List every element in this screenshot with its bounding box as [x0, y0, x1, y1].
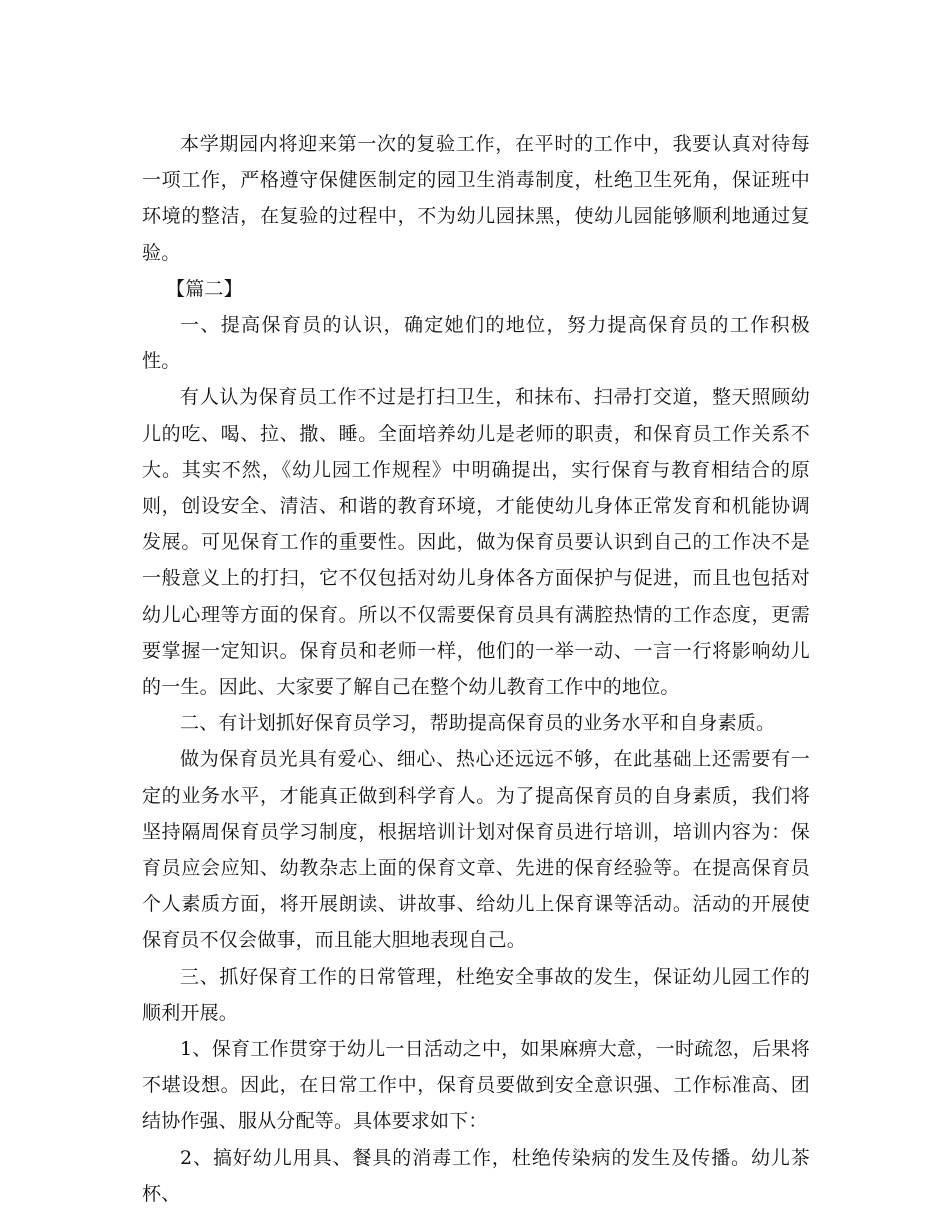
document-body — [142, 126, 810, 1212]
paragraph-4: 二、有计划抓好保育员学习，帮助提高保育员的业务水平和自身素质。 — [180, 712, 776, 735]
paragraph-8: 2、搞好幼儿用具、餐具的消毒工作，杜绝传染病的发生及传播。幼儿茶杯、 — [142, 1146, 810, 1205]
paragraph-6: 三、抓好保育工作的日常管理，杜绝安全事故的发生，保证幼儿园工作的顺利开展。 — [142, 965, 810, 1024]
paragraph-2: 一、提高保育员的认识，确定她们的地位，努力提高保育员的工作积极性。 — [142, 314, 810, 373]
paragraph-5: 做为保育员光具有爱心、细心、热心还远远不够，在此基础上还需要有一定的业务水平，才能真正做到科学育人。为了提高保育员的自身素质，我们将坚持隔周保育员学习制度，根据培训计划对保育员进行培训，培训内容为：保育员应会应知、幼教杂志上面的保育文章、先进的保育经验等。在提高保育员个人素质方面，将开展朗读、讲故事、给幼儿上保育课等活动。活动的开展使保育员不仅会做事，而且能大胆地表现自己。 — [142, 748, 810, 952]
paragraph-3: 有人认为保育员工作不过是打扫卫生，和抹布、扫帚打交道，整天照顾幼儿的吃、喝、拉、撒、睡。全面培养幼儿是老师的职责，和保育员工作关系不大。其实不然，《幼儿园工作规程》中明确提出，实行保育与教育相结合的原则，创设安全、清洁、和谐的教育环境，才能使幼儿身体正常发育和机能协调发展。可见保育工作的重要性。因此，做为保育员要认识到自己的工作决不是一般意义上的打扫，它不仅包括对幼儿身体各方面保护与促进，而且也包括对幼儿心理等方面的保育。所以不仅需要保育员具有满腔热情的工作态度，更需要掌握一定知识。保育员和老师一样，他们的一举一动、一言一行将影响幼儿的一生。因此、大家要了解自己在整个幼儿教育工作中的地位。 — [142, 386, 810, 699]
section-heading: 【篇二】 — [166, 277, 243, 300]
paragraph-1: 本学期园内将迎来第一次的复验工作，在平时的工作中，我要认真对待每一项工作，严格遵守保健医制定的园卫生消毒制度，杜绝卫生死角，保证班中环境的整洁，在复验的过程中，不为幼儿园抹黑，使幼儿园能够顺利地通过复验。 — [142, 133, 810, 264]
paragraph-7: 1、保育工作贯穿于幼儿一日活动之中，如果麻痹大意，一时疏忽，后果将不堪设想。因此，在日常工作中，保育员要做到安全意识强、工作标准高、团结协作强、服从分配等。具体要求如下： — [142, 1038, 810, 1133]
